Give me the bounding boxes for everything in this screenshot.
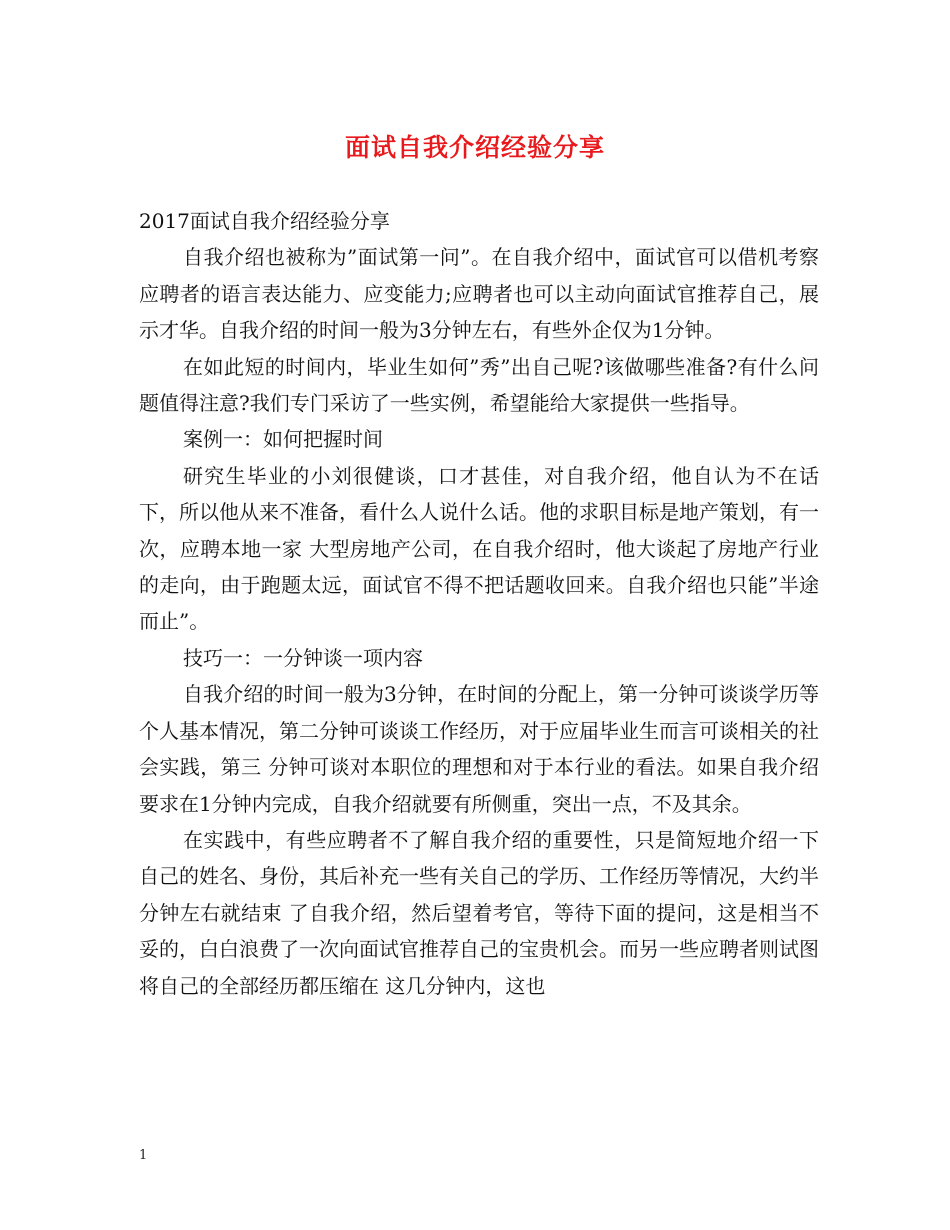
paragraph-intro: 自我介绍也被称为”面试第一问”。在自我介绍中，面试官可以借机考察应聘者的语言表达能力、应变能力;应聘者也可以主动向面试官推荐自己，展示才华。自我介绍的时间一般为3分钟左右，有些外企仅为1分钟。 xyxy=(139,245,819,343)
case-one-heading: 案例一：如何把握时间 xyxy=(183,427,383,452)
paragraph-question: 在如此短的时间内，毕业生如何”秀”出自己呢?该做哪些准备?有什么问题值得注意?我们专门采访了一些实例，希望能给大家提供一些指导。 xyxy=(139,354,819,416)
page-number: 1 xyxy=(139,1148,148,1163)
tip-one-heading: 技巧一：一分钟谈一项内容 xyxy=(183,645,423,670)
document-body xyxy=(139,203,819,1004)
paragraph-case-one: 研究生毕业的小刘很健谈，口才甚佳，对自我介绍，他自认为不在话下，所以他从来不准备，看什么人说什么话。他的求职目标是地产策划，有一次，应聘本地一家 大型房地产公司，在自我介绍时，他大谈起了房地产行业的走向，由于跑题太远，面试官不得不把话题收回来。自我介绍也只能”半途而止”。 xyxy=(139,463,819,634)
paragraph-practice: 在实践中，有些应聘者不了解自我介绍的重要性，只是简短地介绍一下自己的姓名、身份，其后补充一些有关自己的学历、工作经历等情况，大约半分钟左右就结束 了自我介绍，然后望着考官，等待下面的提问，这是相当不妥的，白白浪费了一次向面试官推荐自己的宝贵机会。而另一些应聘者则试图将自己的全部经历都压缩在 这几分钟内，这也 xyxy=(139,827,819,998)
document-title: 面试自我介绍经验分享 xyxy=(344,133,605,162)
paragraph-tip-one: 自我介绍的时间一般为3分钟，在时间的分配上，第一分钟可谈谈学历等个人基本情况，第二分钟可谈谈工作经历，对于应届毕业生而言可谈相关的社会实践，第三 分钟可谈对本职位的理想和对于本行业的看法。如果自我介绍要求在1分钟内完成，自我介绍就要有所侧重，突出一点，不及其余。 xyxy=(139,682,819,816)
document-subtitle: 2017面试自我介绍经验分享 xyxy=(139,209,390,233)
